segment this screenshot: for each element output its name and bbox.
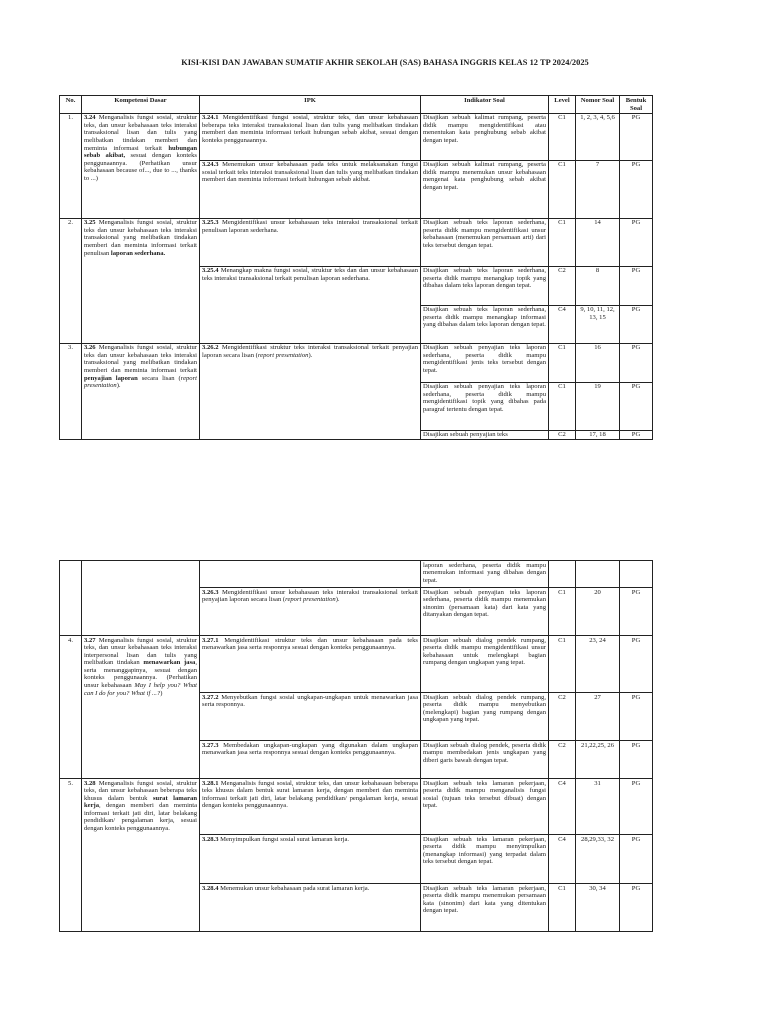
nomor-soal-cell: 7	[576, 160, 620, 218]
kompetensi-dasar-cell	[82, 343, 200, 440]
row-number: 2.	[60, 218, 82, 343]
ipk-text: Menangkap makna fungsi sosial, struktur teks dan dan unsur kebahasaan teks interaksi transaksional terkait penulisan laporan sederhana.	[202, 267, 418, 282]
nomor-soal-cell: 21,22,25, 26	[576, 741, 620, 779]
ipk-cell	[200, 588, 421, 636]
nomor-soal-cell: 31	[576, 779, 620, 835]
nomor-soal-cell: 19	[576, 382, 620, 430]
kisi-kisi-table-part-1	[59, 95, 653, 440]
document-title: KISI-KISI DAN JAWABAN SUMATIF AKHIR SEKOLAH (SAS) BAHASA INGGRIS KELAS 12 TP 2024/2025	[181, 58, 589, 67]
indikator-cell: Disajikan sebuah dialog pendek rumpang, peserta didik mampu menyebutkan (melengkapi) bagian yang rumpang dengan ungkapan yang tepat.	[421, 693, 549, 741]
indikator-cell: Disajikan sebuah dialog pendek rumpang, peserta didik mampu mengidentifikasi unsur kebahasaan untuk melengkapi bagian rumpang dengan ungkapan yang tepat.	[421, 636, 549, 693]
kd-code: 3.28	[84, 779, 96, 787]
kd-text-tail: , serta menanggapinya, sesuai dengan konteks penggunaannya. (Perhatikan unsur kebahasaan	[84, 659, 197, 690]
nomor-soal-cell: 16	[576, 343, 620, 382]
nomor-soal-cell: 20	[576, 588, 620, 636]
ipk-cell	[200, 113, 421, 160]
ipk-code: 3.24.1	[202, 114, 219, 122]
indikator-cell: Disajikan sebuah dialog pendek, peserta didik mampu membedakan jenis ungkapan yang diberi garis bawah dengan tepat.	[421, 741, 549, 779]
kd-bold-text: penyajian laporan	[84, 374, 138, 382]
ipk-text: Mengidentifikasi struktur teks dan unsur kebahasaan pada teks menawarkan jasa serta responnya sesuai dengan konteks penggunaannya.	[202, 636, 418, 652]
nomor-soal-cell: 30, 34	[576, 884, 620, 932]
level-cell: C4	[549, 305, 576, 343]
row-number: 4.	[60, 636, 82, 779]
kd-text-tail: , dengan memberi dan meminta informasi terkait jati diri, latar belakang pendidikan/ pengalaman kerja, sesuai dengan konteks penggunaannya.	[84, 802, 197, 833]
table-row	[60, 343, 653, 382]
nomor-soal-cell: 27	[576, 693, 620, 741]
table-row	[60, 218, 653, 266]
kd-bold-text: hubungan sebab akibat,	[84, 144, 197, 160]
indikator-cell: Disajikan sebuah penyajian teks	[421, 430, 549, 440]
kd-text: Menganalisis fungsi sosial, struktur teks, dan unsur kebahasaan teks interaksi interpersonal lisan dan tulis yang melibatkan tindakan	[84, 636, 197, 667]
ipk-code: 3.24.3	[202, 161, 219, 169]
kd-italic-text: report presentation	[84, 374, 197, 390]
ipk-text: Menyebutkan fungsi sosial ungkapan-ungkapan untuk menawarkan jasa serta responnya.	[202, 693, 418, 709]
header-no: No.	[60, 96, 82, 114]
ipk-italic-text: report presentation	[285, 596, 336, 604]
bentuk-soal-cell: PG	[620, 779, 653, 835]
bentuk-soal-cell: PG	[620, 160, 653, 218]
level-cell: C2	[549, 741, 576, 779]
kompetensi-dasar-cell	[82, 636, 200, 779]
bentuk-soal-cell: PG	[620, 266, 653, 305]
row-number	[60, 561, 82, 636]
indikator-cell: Disajikan sebuah teks laporan sederhana, peserta didik mampu menangkap informasi yang dibahas dalam teks laporan dengan tepat.	[421, 305, 549, 343]
ipk-cell	[200, 218, 421, 266]
kompetensi-dasar-cell	[82, 561, 200, 636]
nomor-soal-cell: 28,29,33, 32	[576, 835, 620, 884]
indikator-cell: Disajikan sebuah teks lamaran pekerjaan, peserta didik mampu menyimpulkan (menangkap informasi) yang terpadat dalam teks tersebut dengan tepat.	[421, 835, 549, 884]
ipk-italic-text: report presentation	[257, 351, 309, 359]
nomor-soal-cell: 14	[576, 218, 620, 266]
ipk-code: 3.28.1	[202, 779, 219, 787]
level-cell: C1	[549, 113, 576, 160]
kd-text: Menganalisis fungsi sosial, struktur teks dan unsur kebahasaan teks interaksi transaksional yang melibatkan tindakan memberi dan meminta informasi terkait	[84, 344, 197, 374]
header-kompetensi-dasar: Kompetensi Dasar	[82, 96, 200, 114]
ipk-text-tail: ).	[335, 596, 340, 604]
header-bentuk-soal: Bentuk Soal	[620, 96, 653, 114]
nomor-soal-cell: 1, 2, 3, 4, 5,6	[576, 113, 620, 160]
nomor-soal-cell: 17, 18	[576, 430, 620, 440]
ipk-code: 3.25.3	[202, 219, 219, 227]
bentuk-soal-cell: PG	[620, 884, 653, 932]
kd-bold-text: surat lamaran kerja	[84, 794, 197, 810]
ipk-text: Mengidentifikasi unsur kebahasaan teks interaksi transaksional terkait penyajian laporan secara lisan (	[202, 588, 418, 604]
kd-italic-text: May I help you? What can I do for you? What if ...?	[84, 682, 197, 697]
level-cell: C2	[549, 693, 576, 741]
level-cell: C1	[549, 343, 576, 382]
ipk-text: Menemukan unsur kebahasaan pada surat lamaran kerja.	[218, 884, 370, 892]
indikator-cell: Disajikan sebuah teks laporan sederhana, peserta didik mampu menangkap topik yang dibahas dalam teks laporan dengan tepat.	[421, 266, 549, 305]
indikator-cell: Disajikan sebuah kalimat rumpang, peserta didik mampu menemukan unsur kebahasaan mengenai kata penghubung sebab akibat dengan tepat.	[421, 160, 549, 218]
ipk-cell	[200, 779, 421, 835]
ipk-code: 3.28.3	[202, 835, 219, 843]
indikator-cell: Disajikan sebuah teks laporan sederhana, peserta didik mampu mengidentifikasi unsur kebahasaan (menemukan persamaan arti) dari teks tersebut dengan tepat.	[421, 218, 549, 266]
row-number: 1.	[60, 113, 82, 218]
ipk-cell	[200, 693, 421, 741]
ipk-code: 3.28.4	[202, 884, 219, 892]
ipk-cell	[200, 266, 421, 343]
kd-bold-text: laporan sederhana.	[110, 249, 166, 257]
ipk-code: 3.27.2	[202, 693, 219, 701]
kd-text: Menganalisis fungsi sosial, struktur teks, dan unsur kebahasaan beberapa teks khusus dalam bentuk	[84, 779, 197, 802]
ipk-code: 3.27.3	[202, 741, 219, 749]
ipk-text: Menemukan unsur kebahasaan pada teks untuk melaksanakan fungsi sosial terkait teks interaksi transaksional lisan dan tulis yang melibatkan tindakan memberi dan meminta informasi terkait hubungan sebab akibat.	[202, 161, 418, 184]
indikator-cell: Disajikan sebuah kalimat rumpang, peserta didik mampu mengidentifikasi atau menentukan kata penghubung sebab akibat dengan tepat.	[421, 113, 549, 160]
bentuk-soal-cell	[620, 561, 653, 588]
bentuk-soal-cell: PG	[620, 430, 653, 440]
kd-text-tail: ).	[116, 382, 121, 390]
level-cell	[549, 561, 576, 588]
nomor-soal-cell: 9, 10, 11, 12, 13, 15	[576, 305, 620, 343]
ipk-text: Menyimpulkan fungsi sosial surat lamaran kerja.	[218, 835, 350, 843]
kompetensi-dasar-cell	[82, 218, 200, 343]
header-nomor-soal: Nomor Soal	[576, 96, 620, 114]
table-header-row	[60, 96, 653, 114]
bentuk-soal-cell: PG	[620, 835, 653, 884]
table-row	[60, 779, 653, 835]
level-cell: C1	[549, 636, 576, 693]
ipk-text: Menganalisis fungsi sosial, struktur teks, dan unsur kebahasaan beberapa teks khusus dalam bentuk surat lamaran kerja, dengan memberi dan meminta informasi terkait jati diri, latar belakang pendidikan/ pengalaman kerja, sesuai dengan konteks penggunaannya.	[202, 779, 418, 810]
ipk-text: Mengidentifikasi struktur teks interaksi transaksional terkait penyajian laporan secara lisan (	[202, 344, 418, 359]
ipk-cell	[200, 636, 421, 693]
level-cell: C2	[549, 266, 576, 305]
nomor-soal-cell: 8	[576, 266, 620, 305]
table-row	[60, 113, 653, 160]
kd-bold-text: menawarkan jasa	[143, 659, 196, 667]
kisi-kisi-table-part-2	[59, 560, 653, 932]
ipk-text-tail: ).	[308, 351, 313, 359]
kd-text-end: )	[160, 689, 163, 697]
ipk-code: 3.25.4	[202, 267, 219, 275]
ipk-cell	[200, 343, 421, 440]
bentuk-soal-cell: PG	[620, 218, 653, 266]
table-row	[60, 636, 653, 693]
nomor-soal-cell: 23, 24	[576, 636, 620, 693]
indikator-cell: Disajikan sebuah penyajian teks laporan sederhana, peserta didik mampu menemukan sinonim (persamaan kata) dari kata yang ditanyakan dengan tepat.	[421, 588, 549, 636]
ipk-cell	[200, 835, 421, 884]
level-cell: C1	[549, 218, 576, 266]
kompetensi-dasar-cell	[82, 779, 200, 932]
table-row	[60, 561, 653, 588]
indikator-cell: laporan sederhana, peserta didik mampu menemukan informasi yang dibahas dengan tepat.	[421, 561, 549, 588]
kd-code: 3.27	[84, 636, 96, 644]
level-cell: C2	[549, 430, 576, 440]
level-cell: C1	[549, 382, 576, 430]
bentuk-soal-cell: PG	[620, 588, 653, 636]
kd-code: 3.24	[84, 114, 96, 122]
ipk-cell	[200, 741, 421, 779]
kd-code: 3.26	[84, 344, 96, 352]
bentuk-soal-cell: PG	[620, 343, 653, 382]
ipk-text: Membedakan ungkapan-ungkapan yang digunakan dalam ungkapan menawarkan jasa serta responnya sesuai dengan konteks penggunaannya.	[202, 741, 418, 757]
ipk-code: 3.26.2	[202, 344, 219, 352]
ipk-code: 3.27.1	[202, 636, 219, 644]
indikator-cell: Disajikan sebuah teks lamaran pekerjaan, peserta didik mampu menemukan persamaan kata (sinonim) dari kata yang ditentukan dengan tepat.	[421, 884, 549, 932]
ipk-code: 3.26.3	[202, 588, 219, 596]
row-number: 3.	[60, 343, 82, 440]
bentuk-soal-cell: PG	[620, 693, 653, 741]
bentuk-soal-cell: PG	[620, 382, 653, 430]
level-cell: C4	[549, 779, 576, 835]
ipk-cell	[200, 160, 421, 218]
nomor-soal-cell	[576, 561, 620, 588]
kd-text: Menganalisis fungsi sosial, struktur teks dan unsur kebahasaan teks interaksi transaksional yang melibatkan tindakan memberi dan meminta informasi terkait penulisan	[84, 219, 197, 257]
ipk-text: Mengidentifikasi unsur kebahasaan teks interaksi transaksional terkait penulisan laporan sederhana.	[202, 219, 418, 234]
header-ipk: IPK	[200, 96, 421, 114]
bentuk-soal-cell: PG	[620, 741, 653, 779]
row-number: 5.	[60, 779, 82, 932]
ipk-cell	[200, 884, 421, 932]
indikator-cell: Disajikan sebuah teks lamaran pekerjaan, peserta didik mampu menganalisis fungsi sosial (tujuan teks tersebut dibuat) dengan tepat.	[421, 779, 549, 835]
level-cell: C1	[549, 884, 576, 932]
level-cell: C1	[549, 588, 576, 636]
header-indikator-soal: Indikator Soal	[421, 96, 549, 114]
level-cell: C4	[549, 835, 576, 884]
indikator-cell: Disajikan sebuah penyajian teks laporan sederhana, peserta didik mampu mengidentifikasi jenis teks tersebut dengan tepat.	[421, 343, 549, 382]
ipk-text: Mengidentifikasi fungsi sosial, struktur teks, dan unsur kebahasaan beberapa teks interaksi transaksional lisan dan tulis yang melibatkan tindakan memberi dan meminta informasi terkait hubungan sebab akibat, sesuai dengan konteks penggunaannya.	[202, 114, 418, 144]
indikator-cell: Disajikan sebuah penyajian teks laporan sederhana, peserta didik mampu mengidentifikasi topik yang dibahas pada paragraf tertentu dengan tepat.	[421, 382, 549, 430]
bentuk-soal-cell: PG	[620, 113, 653, 160]
header-level: Level	[549, 96, 576, 114]
kd-text-tail: sesuai dengan konteks penggunaannya. (Perhatikan unsur kebahasaan because of..., due to ..., thanks to ...)	[84, 152, 197, 182]
level-cell: C1	[549, 160, 576, 218]
kompetensi-dasar-cell	[82, 113, 200, 218]
bentuk-soal-cell: PG	[620, 305, 653, 343]
kd-text-mid: secara lisan (	[137, 374, 181, 382]
kd-text: Menganalisis fungsi sosial, struktur teks, dan unsur kebahasaan teks interaksi transaksional lisan dan tulis yang melibatkan tindakan memberi dan meminta informasi terkait	[84, 114, 197, 152]
kd-code: 3.25	[84, 219, 96, 227]
ipk-cell	[200, 561, 421, 588]
bentuk-soal-cell: PG	[620, 636, 653, 693]
